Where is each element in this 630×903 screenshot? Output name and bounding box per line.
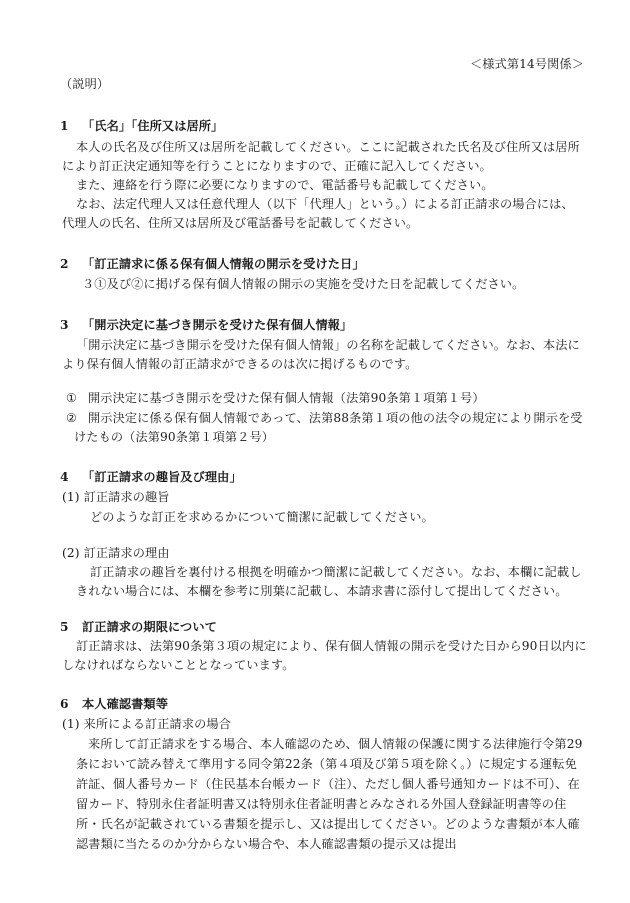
section-2-title: 「訂正請求に係る保有個人情報の開示を受けた日」 xyxy=(82,257,365,271)
section-6-sub-1-title: (1) 来所による訂正請求の場合 xyxy=(62,717,231,731)
section-6-sub-1-text-line: 条において読み替えて準用する同令第22条（第４項及び第５項を除く。）に規定する運転免 xyxy=(76,757,577,771)
section-4-title: 「訂正請求の趣旨及び理由」 xyxy=(82,470,242,484)
section-3-text-line: 「開示決定に基づき開示を受けた保有個人情報」の名称を記載してください。なお、本法に xyxy=(76,338,580,352)
section-4-sub-1-text: どのような訂正を求めるかについて簡潔に記載してください。 xyxy=(90,510,434,524)
section-1-text-line: 本人の氏名及び住所又は居所を記載してください。ここに記載された氏名及び住所又は居所 xyxy=(76,140,580,154)
section-5-title: 訂正請求の期限について xyxy=(82,620,217,634)
section-4-number: 4 xyxy=(60,470,69,484)
section-3-title: 「開示決定に基づき開示を受けた保有個人情報」 xyxy=(82,318,353,332)
section-2-number: 2 xyxy=(60,257,69,271)
section-5-number: 5 xyxy=(60,620,69,634)
section-3-item-2-mark: ② xyxy=(66,411,78,425)
section-4-sub-2-text-line: 訂正請求の趣旨を裏付ける根拠を明確かつ簡潔に記載してください。なお、本欄に記載し xyxy=(90,565,582,579)
section-1-text-line: により訂正決定通知等を行うことになりますので、正確に記入してください。 xyxy=(62,159,492,173)
section-3-text-line: より保有個人情報の訂正請求ができるのは次に掲げるものです。 xyxy=(62,357,418,371)
section-4-sub-1-title: (1) 訂正請求の趣旨 xyxy=(62,490,170,504)
section-6-sub-1-text-line: 認書類に当たるのか分からない場合や、本人確認書類の提示又は提出 xyxy=(76,837,457,851)
section-3-item-1-mark: ① xyxy=(66,391,78,405)
section-1-number: 1 xyxy=(60,119,69,133)
section-6-sub-1-text-line: 留カード、特別永住者証明書又は特別永住者証明書とみなされる外国人登録証明書等の住 xyxy=(76,797,567,811)
form-reference: ＜様式第14号関係＞ xyxy=(470,57,585,71)
section-3-number: 3 xyxy=(60,318,69,332)
section-1-text-line: また、連絡を行う際に必要になりますので、電話番号も記載してください。 xyxy=(76,178,494,192)
section-6-number: 6 xyxy=(60,697,69,711)
section-1-title: 「氏名」「住所又は居所」 xyxy=(82,119,224,133)
section-5-text-line: しなければならないこととなっています。 xyxy=(62,658,295,672)
section-6-sub-1-text-line: 来所して訂正請求をする場合、本人確認のため、個人情報の保護に関する法律施行令第29 xyxy=(88,737,583,751)
section-4-sub-2-text-line: きれない場合には、本欄を参考に別葉に記載し、本請求書に添付して提出してください。 xyxy=(76,584,568,598)
section-1-text-line: 代理人の氏名、住所又は居所及び電話番号を記載してください。 xyxy=(62,216,419,230)
section-4-sub-2-title: (2) 訂正請求の理由 xyxy=(62,546,170,560)
explanation-heading: （説明） xyxy=(60,77,110,91)
section-3-item-2-cont: けたもの（法第90条第１項第２号） xyxy=(74,430,275,444)
section-1-text-line: なお、法定代理人又は任意代理人（以下「代理人」という。）による訂正請求の場合には、 xyxy=(76,197,574,211)
section-5-text-line: 訂正請求は、法第90条第３項の規定により、保有個人情報の開示を受けた日から90日以内に xyxy=(76,639,587,653)
section-6-title: 本人確認書類等 xyxy=(82,697,169,711)
section-3-item-2: 開示決定に係る保有個人情報であって、法第88条第１項の他の法令の規定により開示を受 xyxy=(88,411,583,425)
section-6-sub-1-text-line: 所・氏名が記載されている書類を提示し、又は提出してください。どのような書類が本人確 xyxy=(76,817,580,831)
section-2-text-line: ３①及び②に掲げる保有個人情報の開示の実施を受けた日を記載してください。 xyxy=(82,277,525,291)
section-6-sub-1-text-line: 許証、個人番号カード（住民基本台帳カード（注）、ただし個人番号通知カードは不可）、在 xyxy=(76,777,580,791)
section-3-item-1: 開示決定に基づき開示を受けた保有個人情報（法第90条第１項第１号） xyxy=(88,391,485,405)
